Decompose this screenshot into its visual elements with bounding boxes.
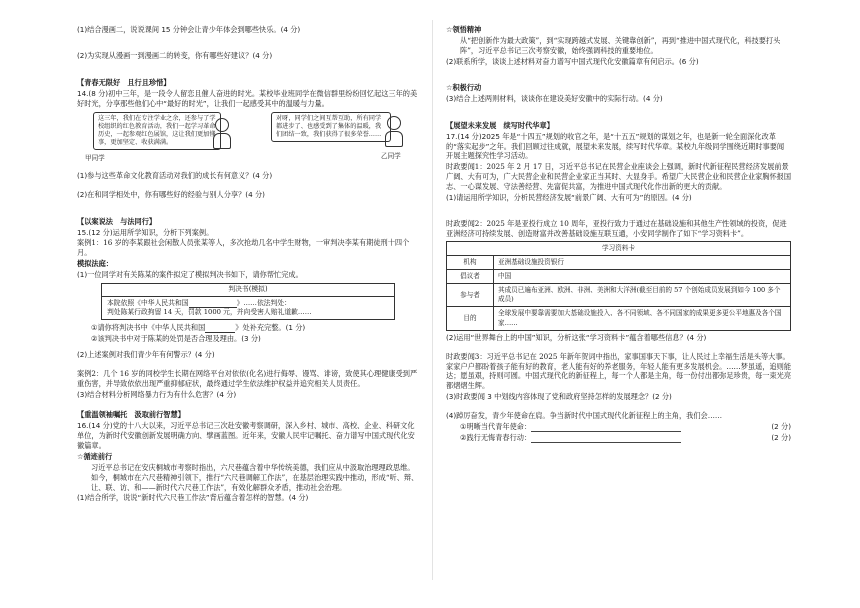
answer-blank[interactable] <box>531 423 681 432</box>
subheading: ☆积极行动 <box>446 82 482 92</box>
subheading: ☆领悟精神 <box>446 25 482 34</box>
question-text: (1)一位同学对有关陈某的案件拟定了模拟判决书如下，请你帮忙完成。 <box>77 270 303 280</box>
material-text: 从“把创新作为最大政策”，到“实现跨越式发展、关键靠创新”，再到“推进中国式现代化，科技要打头阵”，习近平总书记三次考察安徽，始终强调科技的重要地位。 <box>460 35 781 55</box>
question-text: (3)结合材料分析网络暴力行为有什么危害？(4 分) <box>77 390 237 399</box>
question-text: (3)结合上述两则材料，谈谈你在建设美好安徽中的实际行动。(4 分) <box>446 93 663 103</box>
section-title: 【展望未来发展 续写时代华章】 <box>446 120 554 130</box>
study-card-table <box>446 241 791 331</box>
student-figure-icon <box>383 116 405 146</box>
table-row: 目的 全球发展中要靠需要加大基础设施投入、各不同领域、各不同国家的成果更多更公平地惠及各个国家…… <box>447 307 791 330</box>
question-stem: 15.(12 分)运用所学知识，分析下列案例。 <box>77 227 214 237</box>
subheading: ☆循迹前行 <box>77 451 113 461</box>
answer-blank[interactable] <box>531 434 681 443</box>
speech-bubble: 对呀，同学们之间互帮互助，所有同学都进步了、也感受到了集体的温暖，我们团结一致，我们获得了很多荣誉…… <box>271 112 391 142</box>
news-text: 时政要闻1：2025 年 2 月 17 日，习近平总书记在民营企业座谈会上强调，新时代新征程民营经济发展前景广阔、大有可为，广大民营企业和民营企业家正当其时、大显身手。希望广大民营企业和民营企业家胸怀报国志、一心谋发展、守法善经营、先富促共富，为推进中国式现代化作出新的更大的贡献。 <box>446 162 792 192</box>
section-title: 【以案说法 与法同行】 <box>77 216 157 226</box>
column-divider <box>432 20 433 580</box>
right-column <box>446 24 791 444</box>
question-text: ②该判决书中对于陈某的处罚是否合理及理由。(3 分) <box>91 334 261 344</box>
case-text: 案例1：16 岁的李某跟社会闲散人员张某等人，多次抢劫几名中学生财物，一审判决李某有期徒刑十四个月。 <box>77 238 410 258</box>
table-row: 机构 亚洲基础设施投资银行 <box>447 256 791 270</box>
question-text: (1)请运用所学知识，分析民营经济发展“前景广阔、大有可为”的原因。(4 分) <box>446 193 692 203</box>
question-text: (1)参与这些革命文化教育活动对我们的成长有何意义？(4 分) <box>77 170 273 180</box>
question-text: (1)结合漫画二，说说课间 15 分钟会让青少年体会到哪些快乐。(4 分) <box>77 25 301 34</box>
question-text: (2)为实现从漫画一到漫画二的转变，你有哪些好建议？(4 分) <box>77 50 273 60</box>
subheading: 模拟法庭： <box>77 259 113 269</box>
answer-blank[interactable] <box>189 299 237 308</box>
question-stem: 17.(14 分)2025 年是“十四五”规划的收官之年，是“十五五”规划的谋划之年，也是新一轮全面深化改革的“落实起步”之年。我们回顾过往成就，展望未来发展，续写时代华章。某校九年级同学围绕近期时事要闻开展主题探究性学习活动。 <box>446 131 785 161</box>
question-text: ②践行无悔青春行动： (2 分) <box>460 433 791 443</box>
material-text: 习近平总书记在安庆桐城市考察时指出，六尺巷蕴含着中华传统美德，我们应从中汲取治理理政思维。如今，桐城市在六尺巷精神引领下，推行“六尺巷调解工作法”，在基层治理实践中推动，形成“听、辩、让、联、访、和——新时代六尺巷工作法”，有效化解群众矛盾，推动社会治理。 <box>91 462 419 492</box>
verdict-title: 判决书(模拟) <box>102 284 394 296</box>
case-text: 案例2：几个 16 岁的同校学生长期在网络平台对依依(化名)进行侮辱、谩骂、诽谤，致使其心理健康受到严重伤害，并导致依依出现严重抑郁症状，最终通过学生依法维护权益并追究相关人员责任。 <box>77 369 418 389</box>
table-row: 倡议者 中国 <box>447 270 791 284</box>
student-figure-icon <box>211 118 233 148</box>
chat-illustration <box>85 112 419 168</box>
figure-label: 甲同学 <box>85 153 105 162</box>
question-text: (2)运用“世界舞台上的中国”知识，分析这张“学习资料卡”蕴含着哪些信息？(4 分) <box>446 332 707 342</box>
question-text: (2)上述案例对我们青少年有何警示？(4 分) <box>77 350 215 360</box>
question-stem: 14.(8 分)初中三年，是一段令人留恋且催人奋进的时光。某校毕业班同学在微信群里纷纷回忆起这三年的美好时光，分享那些他们心中“最好的时光”，让我们一起感受其中的温暖与力量。 <box>77 88 418 108</box>
speech-bubble: 这三年，我们在专注学业之余，还参与了学校组织的红色教育活动，我们一起学习革命历史，一起参观红色展馆，这让我们更加懂事，更加坚定、收获满满。 <box>93 112 221 150</box>
verdict-text: 》……依法判处： <box>236 298 291 307</box>
verdict-text: 本院依照《中华人民共和国 <box>107 298 189 307</box>
section-title: 【重温领袖嘱托 汲取前行智慧】 <box>77 409 185 419</box>
news-text: 时政要闻3：习近平总书记在 2025 年新年贺词中指出，家事国事天下事，让人民过上幸福生活是头等大事。家家户户都盼着孩子能有好的教育，老人能有好的养老服务，年轻人能有更多发展机会。……梦虽遥，追则能达；愿虽艰，持则可圆。中国式现代化的新征程上，每一个人都是主角，每一份付出都弥足珍贵，每一束光亮都熠熠生辉。 <box>446 351 792 391</box>
question-text: (1)结合所学，说说“新时代六尺巷工作法”背后蕴含着怎样的智慧。(4 分) <box>77 493 309 503</box>
news-text: 时政要闻2：2025 年是亚投行成立 10 周年，亚投行致力于通过在基础设施和其他生产性领域的投资，促进亚洲经济可持续发展、创造财富并改善基础设施互联互通，小安同学制作了如下“学习资料卡”。 <box>446 219 787 239</box>
question-text: (3)时政要闻 3 中划线内容体现了党和政府坚持怎样的发展理念？(2 分) <box>446 392 672 402</box>
answer-blank[interactable] <box>205 324 235 333</box>
section-title: 【青春无限好 且行且珍惜】 <box>77 77 171 87</box>
question-text: (2)联系所学，谈谈上述材料对奋力谱写中国式现代化安徽篇章有何启示。(6 分) <box>446 56 699 66</box>
table-row: 参与者 其成员已遍布亚洲、欧洲、非洲、美洲和大洋洲(截至目前的 57 个创始成员发展到如今 100 多个成员) <box>447 284 791 307</box>
question-text: (4)踔厉奋发，青少年使命在肩。争当新时代中国式现代化新征程上的主角，我们会…… <box>446 411 723 421</box>
study-card-title: 学习资料卡 <box>447 242 791 256</box>
mock-verdict-box <box>101 283 395 320</box>
verdict-text: 判处陈某行政拘留 14 天，罚款 1000 元，并向受害人赔礼道歉…… <box>107 307 312 316</box>
question-stem: 16.(14 分)党的十八大以来，习近平总书记三次赴安徽考察调研，深入乡村、城市、高校、企业、科研文化单位，为新时代安徽创新发展明确方向、擘画蓝图。近年来，安徽人民牢记嘱托、奋力谱写中国式现代化安徽篇章。 <box>77 420 415 450</box>
question-text: ①明晰当代青年使命： (2 分) <box>460 422 791 432</box>
question-text: (2)在和同学相处中，你有哪些好的经验与别人分享？(4 分) <box>77 189 265 199</box>
figure-label: 乙同学 <box>381 151 401 160</box>
question-text: ①请你将判决书中《中华人民共和国 》处补充完整。(1 分) <box>91 323 306 333</box>
left-column <box>77 24 419 504</box>
